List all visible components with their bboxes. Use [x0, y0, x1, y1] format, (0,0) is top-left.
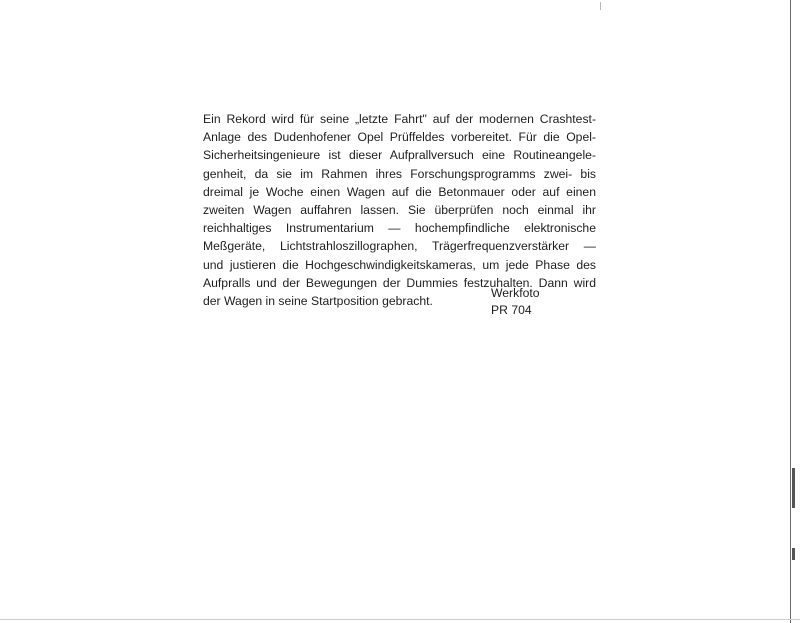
caption-line: Sicherheitsingenieure ist dieser Aufprallversuch eine Routineangele- — [203, 148, 596, 163]
caption-line: und justieren die Hochgeschwindigkeitskameras, um jede Phase des — [203, 257, 596, 272]
caption-line: Meßgeräte, Lichtstrahloszillographen, Trägerfrequenzverstärker — — [203, 239, 596, 254]
photo-credit — [491, 285, 540, 319]
caption-line: genheit, da sie im Rahmen ihres Forschungsprogramms zwei- bis — [203, 166, 596, 181]
corner-mark — [600, 2, 601, 10]
edge-speck — [792, 548, 795, 560]
caption-line: Anlage des Dudenhofener Opel Prüffeldes vorbereitet. Für die Opel- — [203, 130, 596, 145]
caption-line: reichhaltiges Instrumentarium — hochempfindliche elektronische — [203, 221, 596, 236]
page-edge-right — [790, 0, 791, 623]
caption-line: zweiten Wagen auffahren lassen. Sie überprüfen noch einmal ihr — [203, 202, 596, 217]
caption-line: der Wagen in seine Startposition gebracht. — [203, 293, 433, 308]
caption-line: Aufpralls und der Bewegungen der Dummies festzuhalten. Dann wird — [203, 275, 596, 290]
edge-speck — [792, 468, 795, 508]
page-edge-bottom — [0, 619, 800, 620]
caption-text — [203, 110, 596, 310]
credit-source: Werkfoto — [491, 286, 540, 300]
caption-line: Ein Rekord wird für seine „letzte Fahrt" auf der modernen Crashtest- — [203, 112, 596, 126]
credit-reference: PR 704 — [491, 303, 532, 317]
caption-line: dreimal je Woche einen Wagen auf die Betonmauer oder auf einen — [203, 184, 596, 199]
